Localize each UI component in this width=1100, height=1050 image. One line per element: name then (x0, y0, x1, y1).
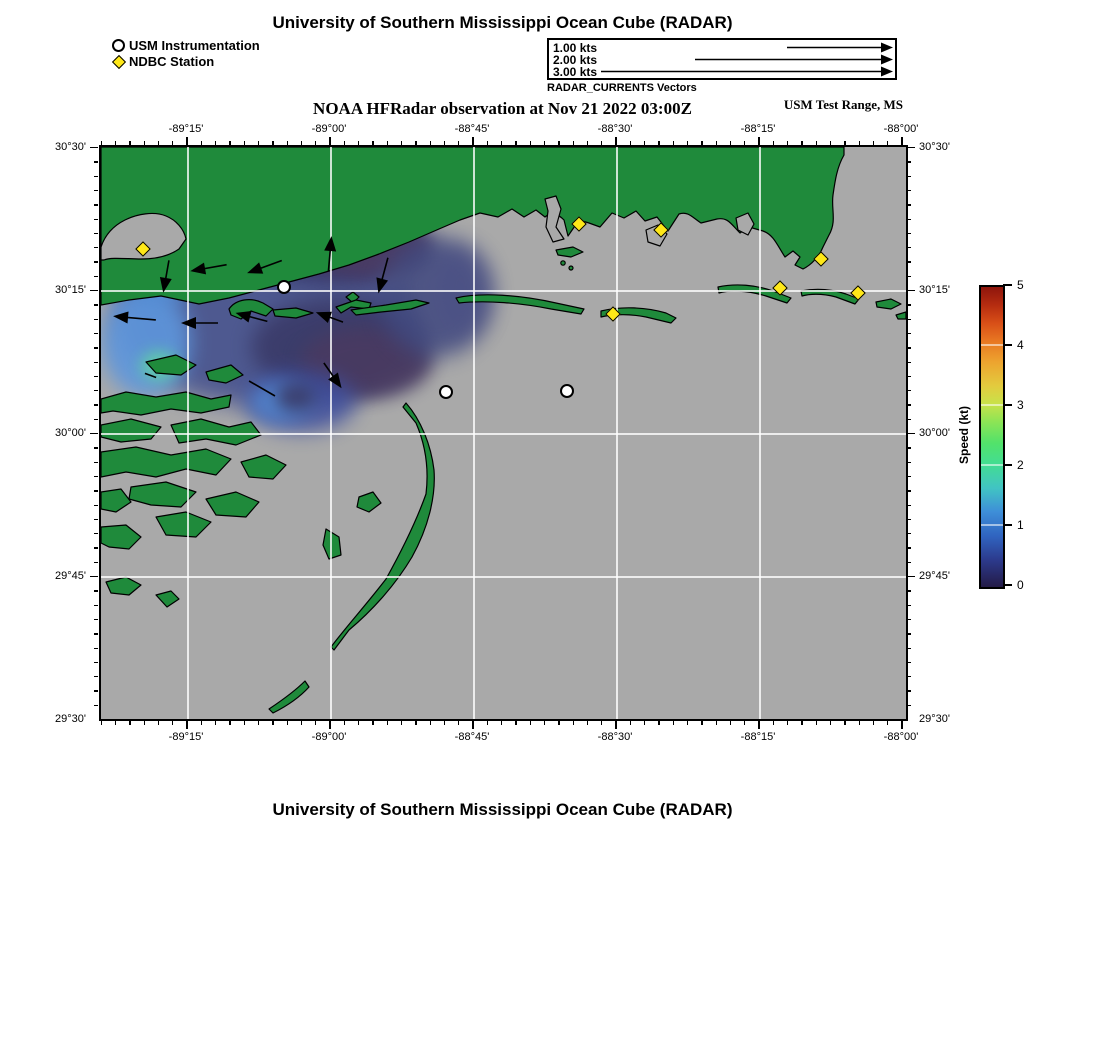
chandeleur-islands (331, 403, 434, 650)
lat-tick-label: 29°45' (55, 570, 86, 582)
axis-tick (530, 721, 531, 725)
vector-scale-legend (547, 38, 897, 80)
axis-tick (129, 721, 130, 725)
axis-tick (887, 721, 888, 725)
axis-tick (844, 141, 845, 145)
vector-legend-label: 1.00 kts (553, 41, 598, 55)
axis-tick (907, 690, 911, 691)
axis-tick (144, 721, 145, 725)
lon-tick-label: -88°15' (740, 731, 776, 743)
axis-tick (344, 721, 345, 725)
usm-station-marker (439, 385, 453, 399)
axis-tick (430, 721, 431, 725)
axis-tick (673, 141, 674, 145)
axis-tick (172, 721, 173, 725)
map-area (101, 147, 906, 719)
axis-tick (229, 721, 230, 725)
vector-legend-label: 2.00 kts (553, 53, 598, 67)
axis-tick (94, 204, 98, 205)
axis-tick (758, 721, 759, 729)
current-vector (320, 234, 339, 271)
axis-tick (94, 533, 98, 534)
axis-tick (201, 141, 202, 145)
axis-tick (272, 141, 273, 145)
vector-legend-label: 3.00 kts (553, 65, 598, 79)
lon-tick-label: -88°15' (740, 123, 776, 135)
map-panel (99, 145, 908, 721)
axis-tick (730, 721, 731, 725)
colorbar-tick-label: 5 (1017, 278, 1024, 292)
colorbar-gridline (981, 524, 1003, 526)
axis-tick (94, 161, 98, 162)
axis-tick (329, 721, 330, 729)
axis-tick (401, 141, 402, 145)
axis-tick (94, 233, 98, 234)
axis-tick (94, 690, 98, 691)
axis-tick (907, 633, 911, 634)
axis-tick (94, 648, 98, 649)
axis-tick (94, 347, 98, 348)
axis-tick (94, 276, 98, 277)
axis-tick (907, 233, 911, 234)
lon-tick-label: -88°30' (597, 123, 633, 135)
axis-tick (907, 362, 911, 363)
colorbar-title: Speed (kt) (957, 405, 971, 465)
lat-tick-label: 30°30' (919, 141, 950, 153)
axis-tick (344, 141, 345, 145)
vector-legend-caption: RADAR_CURRENTS Vectors (547, 82, 697, 94)
axis-tick (544, 721, 545, 725)
axis-tick (907, 562, 911, 563)
vector-legend-arrow (549, 65, 895, 83)
axis-tick (887, 141, 888, 145)
axis-tick (544, 141, 545, 145)
axis-tick (94, 590, 98, 591)
axis-tick (358, 141, 359, 145)
axis-tick (244, 721, 245, 725)
axis-tick (129, 141, 130, 145)
axis-tick (315, 141, 316, 145)
axis-tick (844, 721, 845, 725)
lat-tick-label: 30°00' (55, 427, 86, 439)
axis-tick (94, 562, 98, 563)
axis-tick (444, 721, 445, 725)
axis-tick (315, 721, 316, 725)
axis-tick (258, 141, 259, 145)
lat-tick-label: 29°30' (919, 713, 950, 725)
axis-tick (101, 721, 102, 725)
axis-tick (472, 721, 473, 729)
axis-tick (907, 576, 915, 577)
axis-tick (907, 319, 911, 320)
axis-tick (94, 190, 98, 191)
axis-tick (487, 721, 488, 725)
axis-tick (301, 141, 302, 145)
axis-tick (501, 721, 502, 725)
axis-tick (907, 161, 911, 162)
axis-tick (472, 137, 473, 145)
axis-tick (907, 404, 911, 405)
axis-tick (907, 676, 911, 677)
axis-tick (487, 141, 488, 145)
axis-tick (94, 633, 98, 634)
axis-tick (816, 721, 817, 725)
axis-tick (94, 662, 98, 663)
axis-tick (701, 141, 702, 145)
axis-tick (144, 141, 145, 145)
axis-tick (744, 141, 745, 145)
axis-tick (630, 141, 631, 145)
axis-tick (687, 721, 688, 725)
axis-tick (907, 147, 915, 148)
axis-tick (907, 648, 911, 649)
axis-tick (94, 304, 98, 305)
axis-tick (907, 490, 911, 491)
lat-tick-label: 30°15' (55, 284, 86, 296)
gridline (101, 433, 906, 435)
axis-tick (859, 141, 860, 145)
axis-tick (258, 721, 259, 725)
axis-tick (90, 147, 98, 148)
axis-tick (387, 141, 388, 145)
axis-tick (907, 190, 911, 191)
axis-tick (94, 490, 98, 491)
axis-tick (907, 376, 911, 377)
axis-tick (229, 141, 230, 145)
legend-ndbc-label: NDBC Station (129, 54, 215, 69)
observation-subtitle: NOAA HFRadar observation at Nov 21 2022 03:00Z (313, 99, 692, 118)
axis-tick (601, 141, 602, 145)
axis-tick (94, 247, 98, 248)
axis-tick (172, 141, 173, 145)
axis-tick (907, 304, 911, 305)
axis-tick (630, 721, 631, 725)
axis-tick (907, 662, 911, 663)
axis-tick (658, 141, 659, 145)
lon-tick-label: -89°00' (311, 731, 347, 743)
axis-tick (287, 141, 288, 145)
axis-tick (94, 519, 98, 520)
axis-tick (558, 141, 559, 145)
gridline (101, 576, 906, 578)
axis-tick (94, 705, 98, 706)
axis-tick (907, 476, 911, 477)
axis-tick (186, 137, 187, 145)
axis-tick (501, 141, 502, 145)
axis-tick (644, 141, 645, 145)
lat-tick-label: 29°45' (919, 570, 950, 582)
lon-tick-label: -88°00' (883, 731, 919, 743)
axis-tick (587, 141, 588, 145)
axis-tick (115, 721, 116, 725)
axis-tick (658, 721, 659, 725)
axis-tick (90, 576, 98, 577)
axis-tick (94, 419, 98, 420)
axis-tick (573, 721, 574, 725)
axis-tick (94, 404, 98, 405)
axis-tick (673, 721, 674, 725)
axis-tick (587, 721, 588, 725)
axis-tick (301, 721, 302, 725)
axis-tick (801, 721, 802, 725)
colorbar-tick (1003, 284, 1012, 286)
colorbar-tick (1003, 584, 1012, 586)
axis-tick (907, 605, 911, 606)
axis-tick (801, 141, 802, 145)
axis-tick (830, 141, 831, 145)
axis-tick (115, 141, 116, 145)
colorbar-tick-label: 3 (1017, 398, 1024, 412)
axis-tick (873, 721, 874, 725)
lon-tick-label: -88°45' (454, 123, 490, 135)
axis-tick (94, 476, 98, 477)
axis-tick (744, 721, 745, 725)
axis-tick (716, 721, 717, 725)
axis-tick (329, 137, 330, 145)
axis-tick (615, 137, 616, 145)
axis-tick (90, 290, 98, 291)
colorbar-tick (1003, 524, 1012, 526)
axis-tick (907, 447, 911, 448)
colorbar-gridline (981, 344, 1003, 346)
axis-tick (907, 176, 911, 177)
axis-tick (907, 705, 911, 706)
lat-tick-label: 30°30' (55, 141, 86, 153)
axis-tick (907, 247, 911, 248)
axis-tick (515, 721, 516, 725)
axis-tick (94, 261, 98, 262)
axis-tick (94, 547, 98, 548)
diamond-icon (112, 55, 126, 69)
axis-tick (287, 721, 288, 725)
axis-tick (907, 519, 911, 520)
axis-tick (94, 219, 98, 220)
axis-tick (358, 721, 359, 725)
axis-tick (415, 141, 416, 145)
axis-tick (94, 176, 98, 177)
colorbar-tick-label: 1 (1017, 518, 1024, 532)
axis-tick (907, 505, 911, 506)
colorbar-tick (1003, 464, 1012, 466)
axis-tick (907, 462, 911, 463)
axis-tick (873, 141, 874, 145)
axis-tick (186, 721, 187, 729)
colorbar-gridline (981, 404, 1003, 406)
lon-tick-label: -89°00' (311, 123, 347, 135)
axis-tick (644, 721, 645, 725)
axis-tick (907, 390, 911, 391)
axis-tick (907, 347, 911, 348)
axis-tick (515, 141, 516, 145)
colorbar-tick (1003, 404, 1012, 406)
axis-tick (701, 721, 702, 725)
current-vector (180, 315, 218, 331)
axis-tick (444, 141, 445, 145)
axis-tick (430, 141, 431, 145)
lon-tick-label: -88°30' (597, 731, 633, 743)
axis-tick (372, 721, 373, 725)
axis-tick (558, 721, 559, 725)
axis-tick (387, 721, 388, 725)
axis-tick (415, 721, 416, 725)
axis-tick (94, 676, 98, 677)
axis-tick (158, 141, 159, 145)
axis-tick (94, 390, 98, 391)
axis-tick (94, 447, 98, 448)
speed-colorbar (979, 285, 1005, 589)
axis-tick (787, 141, 788, 145)
axis-tick (573, 141, 574, 145)
axis-tick (458, 141, 459, 145)
lon-tick-label: -88°45' (454, 731, 490, 743)
legend-usm-label: USM Instrumentation (129, 38, 260, 53)
axis-tick (272, 721, 273, 725)
axis-tick (215, 721, 216, 725)
axis-tick (615, 721, 616, 729)
axis-tick (201, 721, 202, 725)
axis-tick (215, 141, 216, 145)
page-title: University of Southern Mississippi Ocean Cube (RADAR) (272, 13, 733, 32)
axis-tick (830, 721, 831, 725)
axis-tick (907, 333, 911, 334)
axis-tick (244, 141, 245, 145)
axis-tick (94, 619, 98, 620)
axis-tick (859, 721, 860, 725)
lon-tick-label: -88°00' (883, 123, 919, 135)
colorbar-tick-label: 4 (1017, 338, 1024, 352)
lon-tick-label: -89°15' (168, 123, 204, 135)
usm-station-marker (560, 384, 574, 398)
axis-tick (907, 433, 915, 434)
axis-tick (773, 721, 774, 725)
axis-tick (101, 141, 102, 145)
axis-tick (94, 319, 98, 320)
axis-tick (90, 433, 98, 434)
axis-tick (94, 376, 98, 377)
axis-tick (907, 204, 911, 205)
circle-icon (112, 39, 125, 52)
colorbar-tick (1003, 344, 1012, 346)
axis-tick (730, 141, 731, 145)
colorbar-tick-label: 2 (1017, 458, 1024, 472)
axis-tick (94, 505, 98, 506)
axis-tick (816, 141, 817, 145)
axis-tick (716, 141, 717, 145)
lon-tick-label: -89°15' (168, 731, 204, 743)
axis-tick (94, 605, 98, 606)
axis-tick (687, 141, 688, 145)
lat-tick-label: 30°00' (919, 427, 950, 439)
axis-tick (787, 721, 788, 725)
axis-tick (901, 721, 902, 729)
axis-tick (907, 547, 911, 548)
axis-tick (94, 333, 98, 334)
axis-tick (907, 276, 911, 277)
axis-tick (158, 721, 159, 725)
axis-tick (907, 619, 911, 620)
usm-station-marker (277, 280, 291, 294)
lat-tick-label: 29°30' (55, 713, 86, 725)
axis-tick (94, 362, 98, 363)
axis-tick (773, 141, 774, 145)
axis-tick (458, 721, 459, 725)
vector-legend-row (549, 65, 895, 78)
axis-tick (372, 141, 373, 145)
colorbar-gridline (981, 464, 1003, 466)
footer-title: University of Southern Mississippi Ocean Cube (RADAR) (272, 800, 733, 819)
axis-tick (907, 590, 911, 591)
axis-tick (907, 533, 911, 534)
axis-tick (758, 137, 759, 145)
axis-tick (907, 290, 915, 291)
lat-tick-label: 30°15' (919, 284, 950, 296)
axis-tick (907, 219, 911, 220)
colorbar-tick-label: 0 (1017, 578, 1024, 592)
axis-tick (401, 721, 402, 725)
axis-tick (901, 137, 902, 145)
axis-tick (530, 141, 531, 145)
axis-tick (94, 462, 98, 463)
axis-tick (907, 261, 911, 262)
range-label: USM Test Range, MS (783, 97, 903, 112)
axis-tick (601, 721, 602, 725)
axis-tick (907, 419, 911, 420)
